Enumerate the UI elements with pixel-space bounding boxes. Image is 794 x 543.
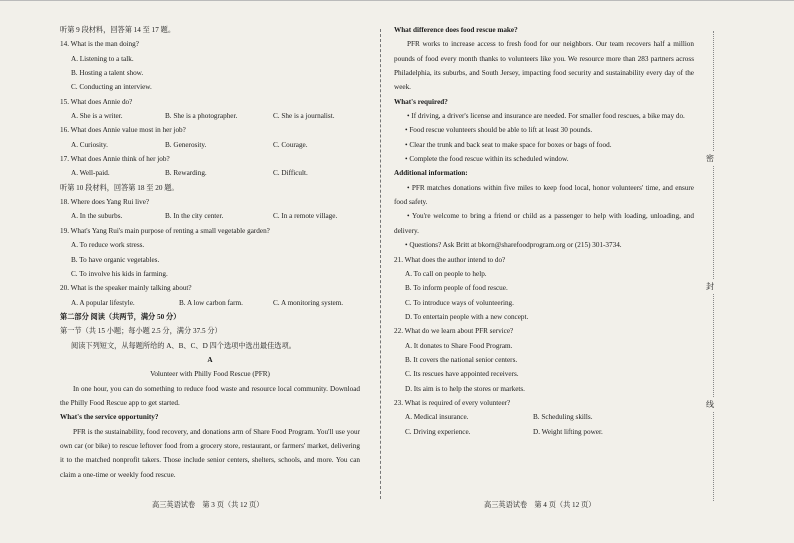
info-bullet-3: • Questions? Ask Britt at bkorn@sharefoodprogram.org or (215) 301-3734. [405,241,622,250]
question-15: 15. What does Annie do? [60,97,133,106]
question-19: 19. What's Yang Rui's main purpose of renting a small vegetable garden? [60,226,270,235]
part-2-heading: 第二部分 阅读（共两节，满分 50 分） [60,312,181,321]
option-14c: C. Conducting an interview. [71,83,152,92]
option-16c: C. Courage. [273,140,308,149]
requirement-bullet-1: • If driving, a driver's license and insurance are needed. For smaller food rescues, a bike may do. [407,112,685,121]
option-21c: C. To introduce ways of volunteering. [405,298,514,307]
passage-paragraph-3: PFR works to increase access to fresh food for our neighbors. Our team recovers half a million pounds of food every month thanks to volunteers like you. We resource more than 283 partners across Philadelphia, its suburbs, and South Jersey, impacting food security and sustainability every day of the week. [394,40,694,92]
option-14b: B. Hosting a talent show. [71,69,144,78]
section-10-heading: 听第 10 段材料，回答第 18 至 20 题。 [60,183,179,192]
question-17: 17. What does Annie think of her job? [60,155,170,164]
option-22b: B. It covers the national senior centers. [405,355,518,364]
option-17c: C. Difficult. [273,169,308,178]
passage-paragraph-2: PFR is the sustainability, food recovery, and donations arm of Share Food Program. You'll use your own car (or bike) to rescue leftover food from a grocery store, restaurant, or farmers' market, delivering it to the matched nonprofit takers. Those include senior centers, shelters, schools, and more. You can claim a one-time or weekly food rescue. [60,427,360,479]
question-23: 23. What is required of every volunteer? [394,398,511,407]
question-20: 20. What is the speaker mainly talking about? [60,284,192,293]
right-column [394,23,694,439]
option-22a: A. It donates to Share Food Program. [405,341,513,350]
question-14: 14. What is the man doing? [60,40,139,49]
passage-heading-service: What's the service opportunity? [60,413,159,422]
option-15a: A. She is a writer. [71,112,123,121]
info-bullet-2: • You're welcome to bring a friend or child as a passenger to help with loading, unloading, and delivery. [394,212,694,235]
option-22d: D. Its aim is to help the stores or markets. [405,384,525,393]
options-15 [60,109,360,123]
binding-char-1: 密 [706,151,714,166]
passage-heading-required: What's required? [394,97,448,106]
option-21b: B. To inform people of food rescue. [405,284,508,293]
option-20b: B. A low carbon farm. [179,298,243,307]
requirement-bullet-4: • Complete the food rescue within its scheduled window. [405,155,569,164]
options-20 [60,296,360,310]
column-divider [380,29,381,499]
info-bullet-1: • PFR matches donations within five miles to keep food local, honor volunteers' time, and ensure food safety. [394,183,694,207]
page-footer-left: 高三英语试卷 第 3 页（共 12 页） [152,501,264,509]
question-16: 16. What does Annie value most in her job? [60,126,186,135]
option-20c: C. A monitoring system. [273,298,344,307]
option-19c: C. To involve his kids in farming. [71,269,168,278]
passage-title: Volunteer with Philly Food Rescue (PFR) [150,370,270,379]
options-18 [60,209,360,223]
option-16b: B. Generosity. [165,140,207,149]
options-23-cd [394,425,694,439]
requirement-bullet-2: • Food rescue volunteers should be able to lift at least 30 pounds. [405,126,593,135]
option-23c: C. Driving experience. [405,427,471,436]
option-15b: B. She is a photographer. [165,112,238,121]
section-9-heading: 听第 9 段材料，回答第 14 至 17 题。 [60,26,176,34]
instructions: 阅读下列短文，从每题所给的 A、B、C、D 四个选项中选出最佳选项。 [71,341,296,350]
option-14a: A. Listening to a talk. [71,54,134,63]
option-22c: C. Its rescues have appointed receivers. [405,370,519,379]
requirement-bullet-3: • Clear the trunk and back seat to make space for boxes or bags of food. [405,140,612,149]
passage-heading-difference: What difference does food rescue make? [394,26,518,34]
option-19a: A. To reduce work stress. [71,241,145,250]
binding-char-2: 封 [706,279,714,294]
question-18: 18. Where does Yang Rui live? [60,198,150,207]
passage-paragraph-1: In one hour, you can do something to reduce food waste and resource local community. Download the Philly Food Rescue app to get started. [60,384,360,407]
option-18c: C. In a remote village. [273,212,338,221]
option-18b: B. In the city center. [165,212,224,221]
option-15c: C. She is a journalist. [273,112,335,121]
option-18a: A. In the suburbs. [71,212,123,221]
options-23-ab [394,410,694,424]
binding-line [713,31,728,501]
option-20a: A. A popular lifestyle. [71,298,135,307]
option-19b: B. To have organic vegetables. [71,255,160,264]
section-1-heading: 第一节（共 15 小题；每小题 2.5 分，满分 37.5 分） [60,327,222,336]
page-footer-right: 高三英语试卷 第 4 页（共 12 页） [484,501,596,509]
option-23a: A. Medical insurance. [405,413,469,422]
options-16 [60,138,360,152]
options-17 [60,166,360,180]
passage-letter: A [207,355,213,364]
option-21d: D. To entertain people with a new concept. [405,312,529,321]
option-23d: D. Weight lifting power. [533,427,603,436]
passage-heading-additional: Additional information: [394,169,468,178]
binding-char-3: 线 [706,397,714,412]
option-16a: A. Curiosity. [71,140,108,149]
question-21: 21. What does the author intend to do? [394,255,506,264]
left-column [60,23,360,482]
question-22: 22. What do we learn about PFR service? [394,327,514,336]
option-17a: A. Well-paid. [71,169,110,178]
option-17b: B. Rewarding. [165,169,207,178]
option-23b: B. Scheduling skills. [533,413,593,422]
option-21a: A. To call on people to help. [405,269,487,278]
